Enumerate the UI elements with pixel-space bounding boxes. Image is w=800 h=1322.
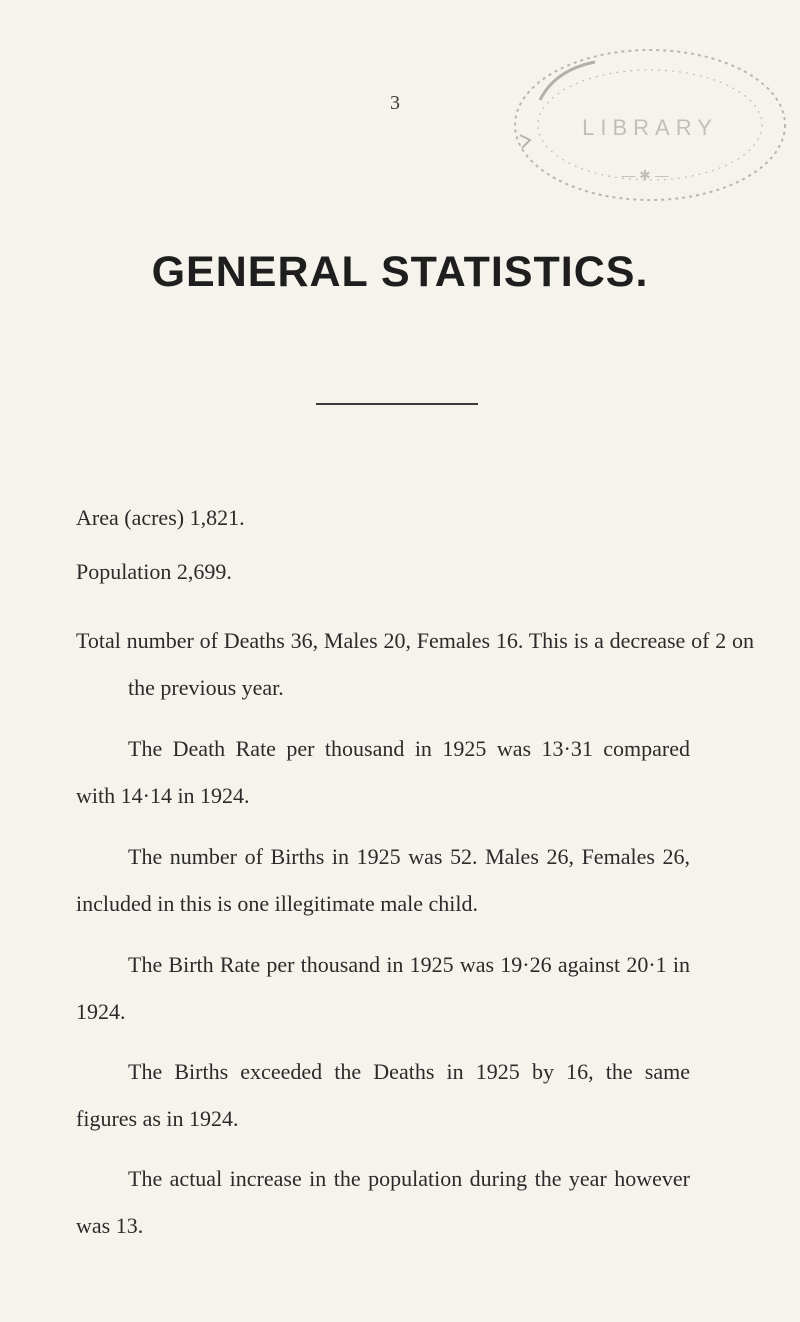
paragraph-birth-rate: The Birth Rate per thousand in 1925 was 19·26 against 20·1 in 1924. (76, 952, 690, 1024)
page-number: 3 (390, 92, 400, 114)
deaths-text: Total number of Deaths 36, Males 20, Females 16. This is a decrease of 2 on the previous year. (76, 628, 754, 700)
title-divider (316, 403, 478, 405)
paragraph-actual-increase: The actual increase in the population during the year however was 13. (76, 1166, 690, 1238)
paragraph-death-rate: The Death Rate per thousand in 1925 was 13·31 compared with 14·14 in 1924. (76, 736, 690, 808)
paragraph-population: Population 2,699. (76, 559, 232, 584)
library-stamp-icon (500, 40, 790, 210)
svg-text:— ✱ —: — ✱ — (621, 167, 669, 183)
paragraph-births: The number of Births in 1925 was 52. Males 26, Females 26, included in this is one illegitimate male child. (76, 844, 690, 916)
paragraph-births-exceeded: The Births exceeded the Deaths in 1925 by 16, the same figures as in 1924. (76, 1059, 690, 1131)
page-title: GENERAL STATISTICS. (151, 248, 649, 296)
stamp-text: LIBRARY (582, 115, 718, 140)
paragraph-area: Area (acres) 1,821. (76, 505, 245, 530)
paragraph-deaths (0, 617, 754, 711)
